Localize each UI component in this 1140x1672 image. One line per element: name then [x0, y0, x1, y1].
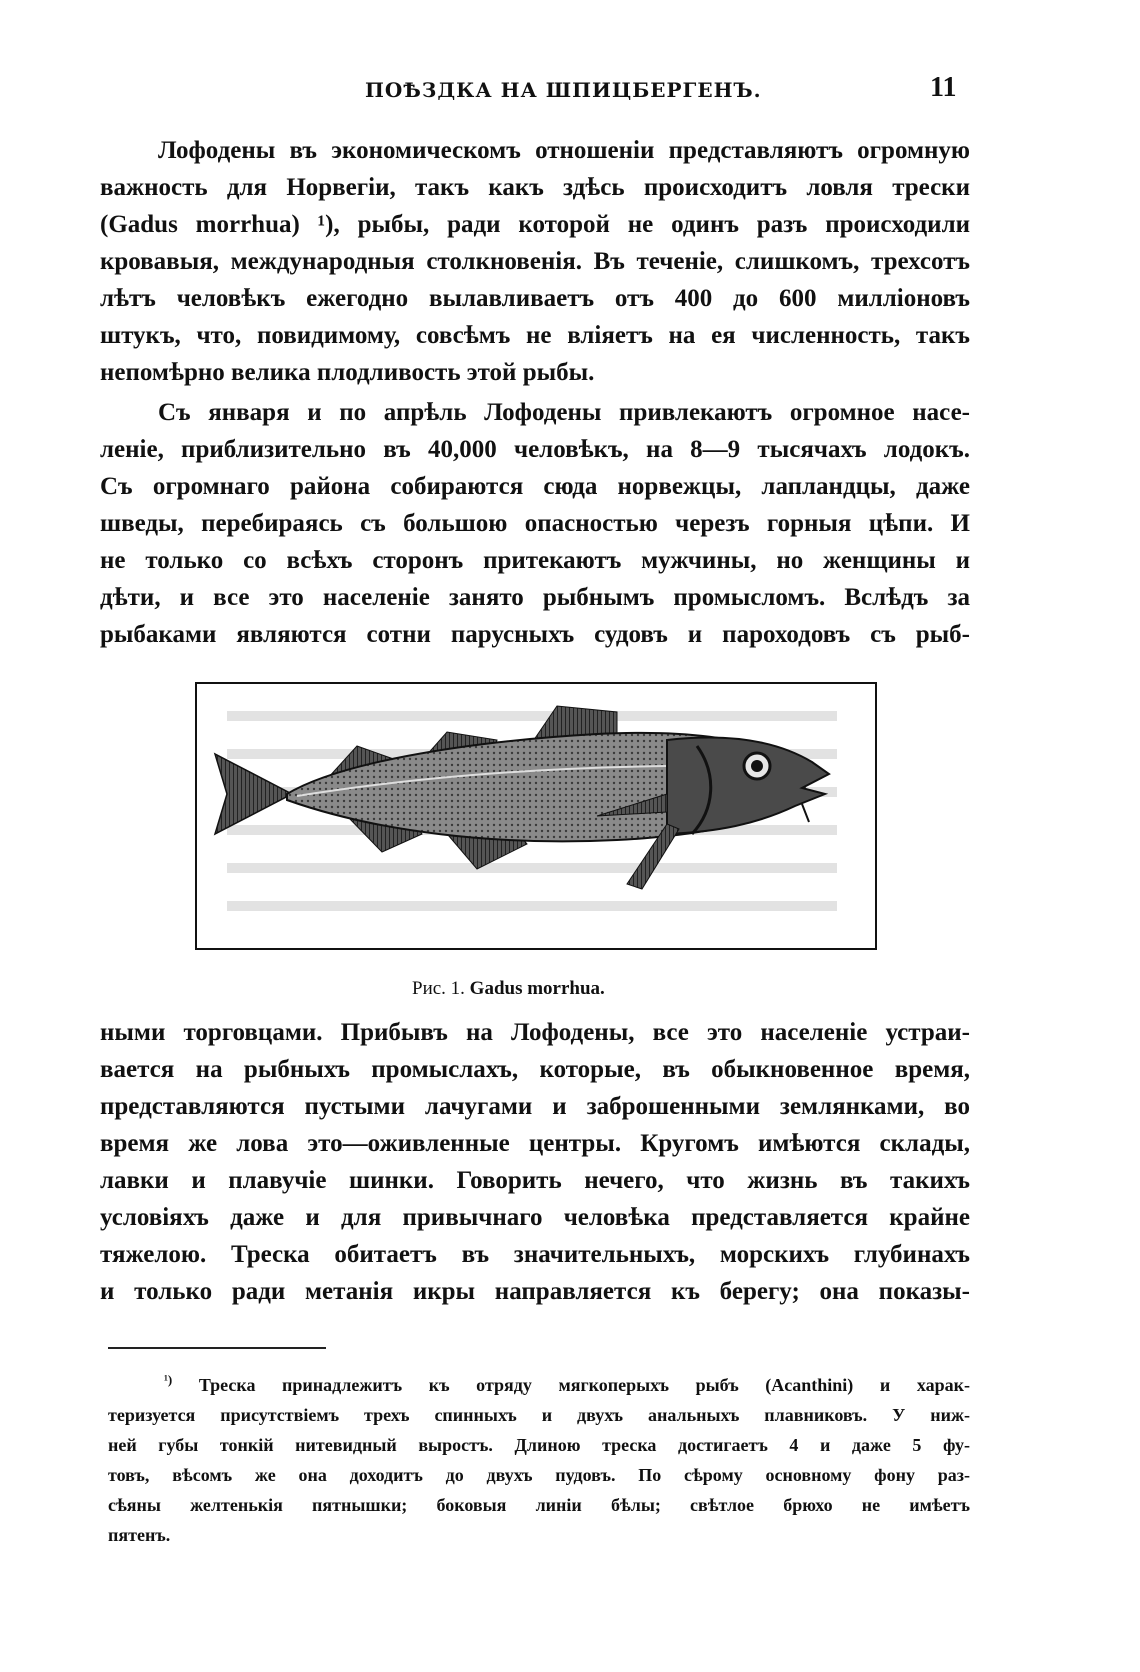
chin-barbel: [802, 804, 809, 822]
tail-fin: [215, 754, 292, 834]
text-line: (Gadus morrhua) ¹), рыбы, ради которой не одинъ разъ происходили: [100, 211, 970, 238]
text-line: ными торговцами. Прибывъ на Лофодены, все это населеніе устраи-: [100, 1019, 970, 1046]
paragraph-2: [100, 394, 970, 653]
figure-caption: [412, 978, 605, 1000]
footnote-line: товъ, вѣсомъ же она доходитъ до двухъ пудовъ. По сѣрому основному фону раз-: [108, 1465, 970, 1485]
text-line: лѣтъ человѣкъ ежегодно вылавливаетъ отъ 400 до 600 милліоновъ: [100, 285, 970, 312]
running-title: ПОѢЗДКА НА ШПИЦБЕРГЕНЪ.: [365, 78, 762, 102]
text-line: время же лова это—оживленные центры. Кругомъ имѣются склады,: [100, 1130, 970, 1157]
text-line: шведы, перебираясь съ большою опасностью черезъ горныя цѣпи. И: [100, 510, 970, 537]
footnote-marker: ¹): [164, 1372, 173, 1387]
paragraph-1: [100, 132, 970, 391]
footnote: [108, 1370, 970, 1550]
paragraph-3: [100, 1014, 970, 1310]
text-line: кровавыя, международныя столкновенія. Въ теченіе, слишкомъ, трехсотъ: [100, 248, 970, 275]
footnote-text: Треска принадлежитъ къ отряду мягкоперыхъ рыбъ (Acanthini) и харак-: [198, 1375, 970, 1395]
footnote-line: пятенъ.: [108, 1525, 171, 1545]
text-line: не только со всѣхъ сторонъ притекаютъ мужчины, но женщины и: [100, 547, 970, 574]
text-line: Съ января и по апрѣль Лофодены привлекаютъ огромное насе-: [158, 399, 970, 426]
text-line: вается на рыбныхъ промыслахъ, которые, въ обыкновенное время,: [100, 1056, 970, 1083]
footnote-line: теризуется присутствіемъ трехъ спинныхъ и двухъ анальныхъ плавниковъ. У ниж-: [108, 1405, 970, 1425]
figure-species: Gadus morrhua.: [469, 978, 605, 999]
text-line: представляются пустыми лачугами и заброшенными землянками, во: [100, 1093, 970, 1120]
text-line: рыбаками являются сотни парусныхъ судовъ и пароходовъ съ рыб-: [100, 621, 970, 648]
footnote-line-first: [108, 1370, 970, 1400]
footnote-separator: [108, 1347, 326, 1349]
text-line: Лофодены въ экономическомъ отношеніи представляютъ огромную: [158, 137, 970, 164]
text-line: дѣти, и все это населеніе занято рыбнымъ промысломъ. Вслѣдъ за: [100, 584, 970, 611]
text-line: тяжелою. Треска обитаетъ въ значительныхъ, морскихъ глубинахъ: [100, 1241, 970, 1268]
figure-label: Рис. 1.: [412, 978, 465, 999]
footnote-line: сѣяны желтенькія пятнышки; боковыя линіи бѣлы; свѣтлое брюхо не имѣетъ: [108, 1495, 970, 1515]
text-line: и только ради метанія икры направляется къ берегу; она показы-: [100, 1278, 970, 1305]
figure-frame: [195, 682, 877, 950]
text-line: лавки и плавучіе шинки. Говорить нечего, что жизнь въ такихъ: [100, 1167, 970, 1194]
text-line: важность для Норвегіи, такъ какъ здѣсь происходитъ ловля трески: [100, 174, 970, 201]
text-line: непомѣрно велика плодливость этой рыбы.: [100, 359, 595, 386]
text-line: штукъ, что, повидимому, совсѣмъ не вліяетъ на ея численность, такъ: [100, 322, 970, 349]
cod-fish-illustration: [197, 684, 877, 950]
text-line: условіяхъ даже и для привычнаго человѣка представляется крайне: [100, 1204, 970, 1231]
page-number: 11: [930, 72, 957, 103]
text-line: леніе, приблизительно въ 40,000 человѣкъ, на 8—9 тысячахъ лодокъ.: [100, 436, 970, 463]
footnote-line: ней губы тонкій нитевидный выростъ. Длиною треска достигаетъ 4 и даже 5 фу-: [108, 1435, 970, 1455]
text-line: Съ огромнаго района собираются сюда норвежцы, лапландцы, даже: [100, 473, 970, 500]
